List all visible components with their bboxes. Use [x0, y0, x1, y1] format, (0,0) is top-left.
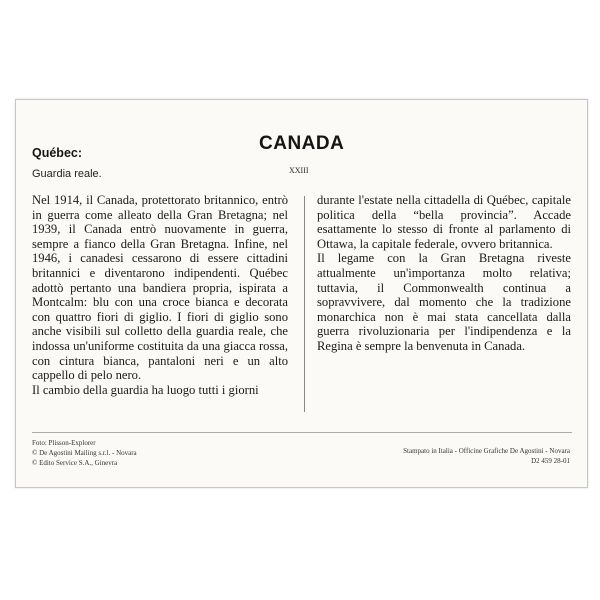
copyright-line: © Edito Service S.A., Ginevra: [32, 459, 118, 467]
subject-heading: Québec:: [32, 146, 83, 160]
text-column-left: [32, 193, 288, 397]
paragraph: Il legame con la Gran Bretagna riveste attualmente un'importanza molto relativa; tuttavia, il Commonwealth continua a sopravvivere, dal momento che la tradizione monarchica non è mai stata cancellata dalla guerra rivoluzionaria per l'indipendenza e la Regina è sempre la benvenuta in Canada.: [317, 251, 571, 353]
column-divider: [304, 196, 305, 412]
printer-block: [403, 446, 570, 466]
paragraph: Nel 1914, il Canada, protettorato britannico, entrò in guerra come alleato della Gran Bretagna; nel 1939, il Canada entrò nuovamente in guerra, sempre a fianco della Gran Bretagna. Infine, nel 1946, i canadesi cessarono di essere cittadini britannici e diventarono indipendenti. Québec adottò pertanto una bandiera propria, ispirata a Montcalm: blu con una croce bianca e decorata con quattro fiori di giglio. I fiori di giglio sono anche visibili sul colletto della guardia reale, che indossa un'uniforme costituita da una giacca rossa, con cintura bianca, pantaloni neri e un alto cappello di pelo nero.: [32, 193, 288, 383]
card-title: CANADA: [259, 133, 345, 154]
card-number: XXIII: [289, 166, 309, 175]
printer-line: Stampato in Italia - Officine Grafiche De Agostini - Novara: [403, 447, 570, 455]
credits-block: [32, 438, 137, 468]
product-code: D2 459 28-01: [531, 457, 570, 465]
paragraph: durante l'estate nella cittadella di Québec, capitale politica della “bella provincia”. Accade esattamente lo stesso di fronte al parlamento di Ottawa, la capitale federale, ovvero britannica.: [317, 193, 571, 251]
photo-caption: Guardia reale.: [32, 168, 102, 180]
photo-credit: Foto: Plisson-Explorer: [32, 439, 96, 447]
copyright-line: © De Agostini Mailing s.r.l. - Novara: [32, 449, 137, 457]
footer-rule: [32, 432, 572, 433]
paragraph: Il cambio della guardia ha luogo tutti i giorni: [32, 382, 259, 397]
text-column-right: [317, 193, 571, 354]
